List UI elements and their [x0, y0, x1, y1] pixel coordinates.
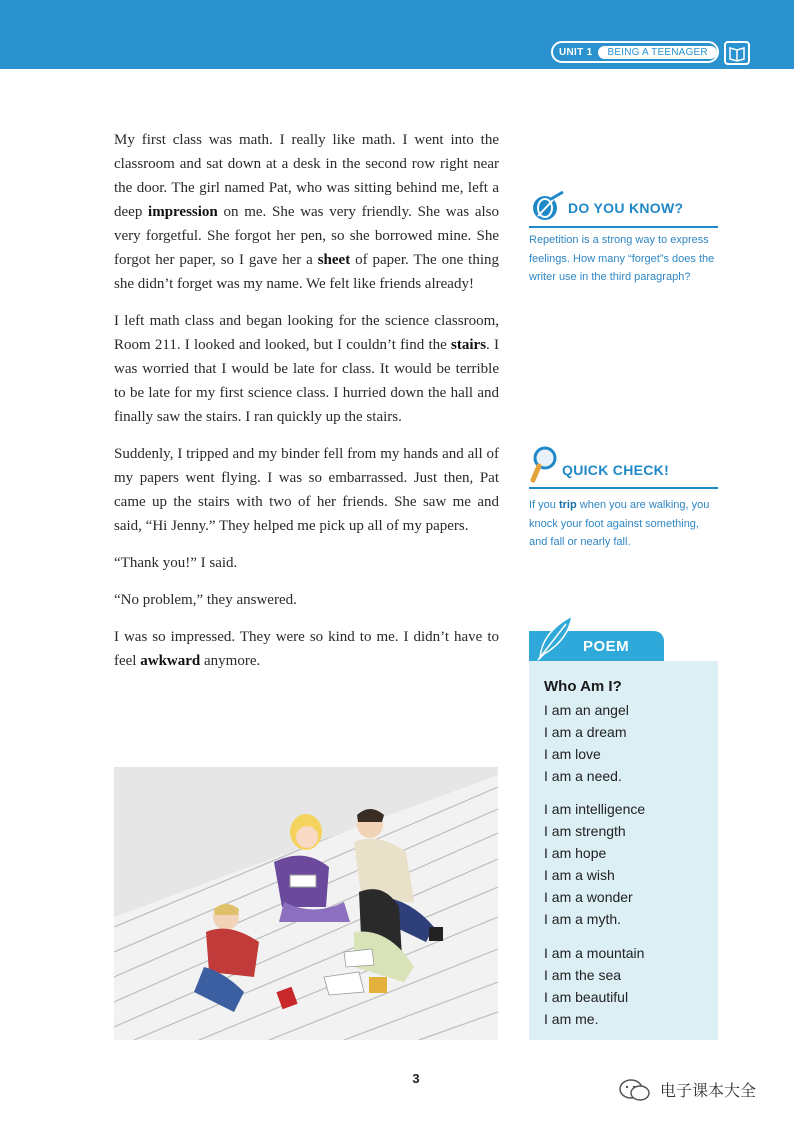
do-you-know-text: Repetition is a strong way to express feelings. How many “forget”s does the writer use in the third paragraph?: [529, 234, 715, 283]
poem-line: I am an angel: [544, 702, 629, 718]
poem-title: Who Am I?: [544, 678, 622, 695]
story-segment: I was so impressed. They were so kind to me. I didn’t have to feel: [114, 629, 499, 669]
feather-icon: [532, 612, 576, 662]
poem-line: I am strength: [544, 823, 626, 839]
quick-check-rule: [529, 487, 718, 489]
quick-check-heading: QUICK CHECK!: [562, 462, 670, 478]
quick-check-text: If you trip when you are walking, you knock your foot against something, and fall or nearly fall.: [529, 499, 710, 548]
poem-stanza-1: [544, 699, 629, 787]
poem-line: I am love: [544, 746, 601, 762]
do-you-know-rule: [529, 226, 718, 228]
story-segment: “Thank you!” I said.: [114, 555, 238, 571]
story-paragraph: [114, 128, 499, 296]
poem-line: I am hope: [544, 845, 607, 861]
story-segment: My first class was math. I really like math. I went into the classroom and sat down at a desk in the second row right near the door. The girl named Pat, who was sitting behind me, left a deep: [114, 132, 499, 220]
vocab-word: sheet: [317, 252, 351, 268]
do-you-know-icon: [529, 190, 567, 224]
story-paragraph: [114, 442, 499, 538]
story-segment: Suddenly, I tripped and my binder fell from my hands and all of my papers went flying. I was so embarrassed. Just then, Pat came up the stairs with two of her friends. She saw me and said, “Hi Jenny.” They helped me pick up all of my papers.: [114, 446, 499, 534]
unit-title: BEING A TEENAGER: [598, 46, 716, 59]
story-paragraph: [114, 588, 499, 612]
poem-line: I am a mountain: [544, 945, 645, 961]
poem-line: I am a dream: [544, 724, 627, 740]
story-paragraph: [114, 551, 499, 575]
magnifier-icon: [530, 444, 562, 484]
story-segment: on me. She was very friendly. She was also very forgetful. She forgot her pen, so she borrowed mine. She forgot her paper, so I gave her a: [114, 204, 499, 268]
story-segment: I left math class and began looking for the science classroom, Room 211. I looked and looked, but I couldn’t find the: [114, 313, 499, 353]
poem-line: I am a wonder: [544, 889, 633, 905]
poem-stanza-3: [544, 942, 644, 1030]
poem-line: I am a myth.: [544, 911, 622, 927]
poem-line: I am the sea: [544, 967, 622, 983]
book-icon: [724, 41, 750, 65]
story-segment: of paper. The one thing she didn’t forget was my name. We felt like friends already!: [114, 252, 499, 292]
vocab-word: stairs: [451, 337, 487, 353]
unit-number: UNIT 1: [559, 46, 593, 58]
poem-stanza-2: [544, 798, 645, 930]
story-text: [114, 128, 499, 686]
watermark-label: 电子课本大全: [660, 1081, 757, 1100]
do-you-know-heading: DO YOU KNOW?: [568, 200, 684, 216]
story-segment: anymore.: [200, 653, 261, 669]
poem-line: I am me.: [544, 1011, 599, 1027]
poem-line: I am intelligence: [544, 801, 646, 817]
poem-tab-label: POEM: [583, 638, 630, 655]
story-segment: “No problem,” they answered.: [114, 592, 297, 608]
vocab-word: awkward: [140, 653, 201, 669]
poem-line: I am a need.: [544, 768, 622, 784]
poem-line: I am a wish: [544, 867, 615, 883]
story-paragraph: [114, 625, 499, 673]
unit-badge: [551, 41, 719, 63]
vocab-word: impression: [148, 204, 218, 220]
poem-line: I am beautiful: [544, 989, 629, 1005]
wechat-icon: [618, 1078, 652, 1102]
stairs-illustration: [114, 767, 498, 1040]
story-segment: . I was worried that I would be late for class. It would be terrible to be late for my first science class. I hurried down the hall and finally saw the stairs. I ran quickly up the stairs.: [114, 337, 499, 425]
page-number: 3: [412, 1071, 420, 1086]
story-paragraph: [114, 309, 499, 429]
